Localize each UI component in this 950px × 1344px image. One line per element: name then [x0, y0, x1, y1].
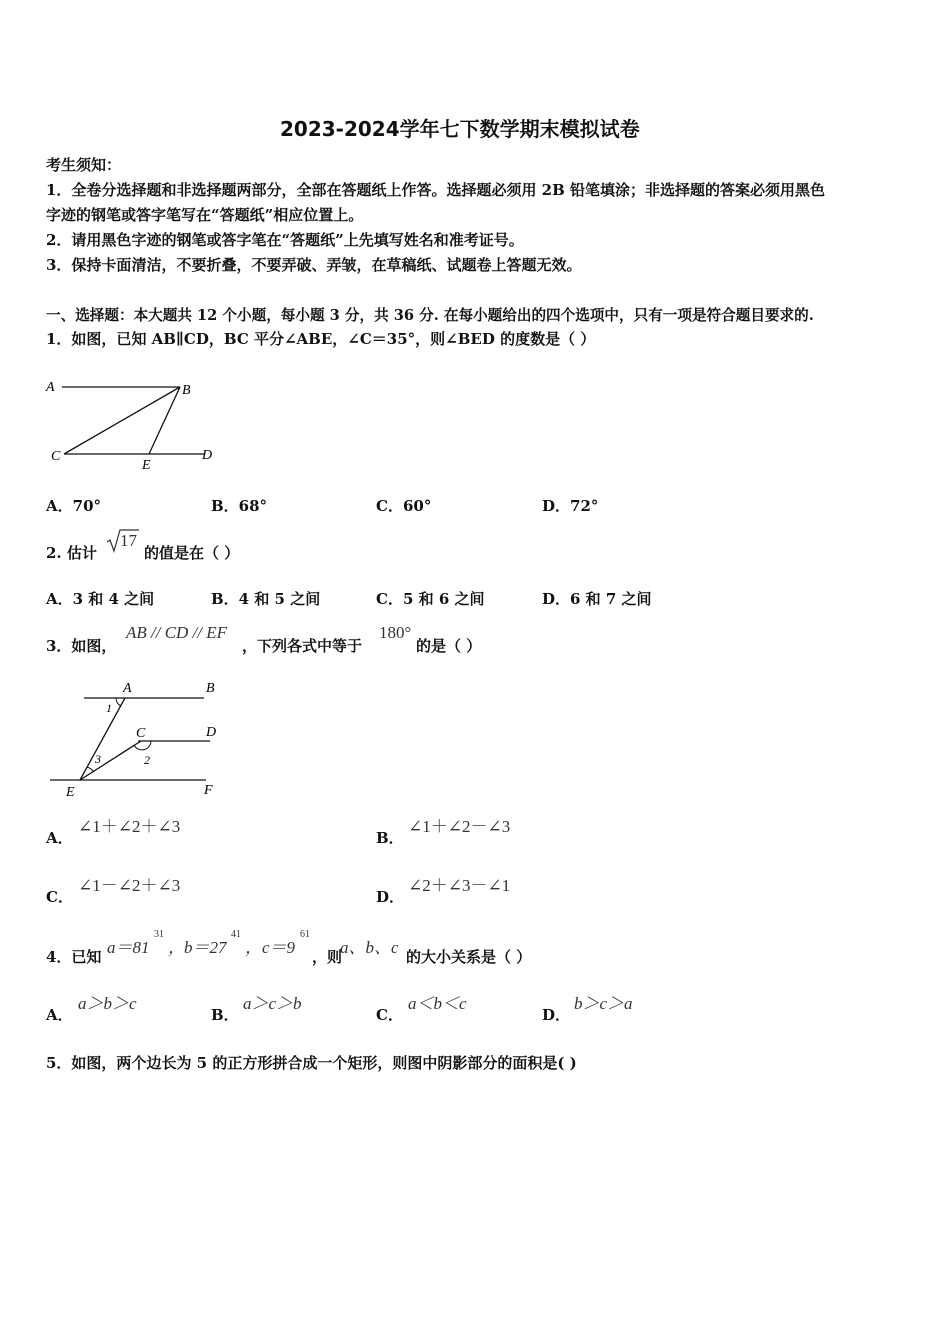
q2-prefix: 2. 估计: [46, 544, 97, 562]
q4-sep-2: ，: [245, 938, 262, 957]
notice-line-2: 2．请用黑色字迹的钢笔或答字笔在“答题纸”上先填写姓名和准考证号。: [46, 231, 524, 249]
label-d: D: [202, 448, 213, 463]
q4-a-def: a＝81: [107, 938, 150, 957]
arc-1: [116, 698, 121, 706]
line-ce: [80, 741, 141, 780]
q3-middle: ，下列各式中等于: [242, 637, 363, 655]
q4-option-c-expr: a＜b＜c: [408, 994, 467, 1013]
q3-option-a-letter[interactable]: A．: [46, 829, 73, 847]
label-b: B: [182, 383, 191, 398]
q1-option-b[interactable]: B．68°: [211, 497, 268, 515]
q3-option-b-letter[interactable]: B．: [376, 829, 404, 847]
q4-option-d-expr: b＞c＞a: [574, 994, 633, 1013]
q4-option-c-letter[interactable]: C．: [376, 1006, 403, 1024]
q3-figure: [44, 676, 234, 800]
q1-figure: [44, 375, 234, 475]
label-f: F: [204, 783, 213, 798]
q4-prefix: 4．已知: [46, 948, 102, 966]
line-ae: [80, 698, 125, 780]
section-heading: 一、选择题：本大题共 12 个小题，每小题 3 分，共 36 分. 在每小题给出的四个选项中，只有一项是符合题目要求的.: [46, 307, 814, 324]
q3-option-a-expr: ∠1＋∠2＋∠3: [78, 817, 181, 836]
q3-option-d-expr: ∠2＋∠3－∠1: [408, 876, 511, 895]
q4-option-b-letter[interactable]: B．: [211, 1006, 239, 1024]
q1-option-c[interactable]: C．60°: [376, 497, 432, 515]
q2-radicand: 17: [120, 531, 137, 550]
q1-option-a[interactable]: A．70°: [46, 497, 102, 515]
angle-1-label: 1: [106, 701, 112, 715]
q4-option-d-letter[interactable]: D．: [542, 1006, 571, 1024]
q4-then: ，则: [312, 948, 343, 966]
q4-vars: a、b、c: [340, 938, 399, 957]
label-a: A: [123, 681, 132, 696]
page-title: 2023-2024学年七下数学期末模拟试卷: [280, 117, 640, 141]
q4-b-exp: 41: [231, 929, 241, 940]
q3-option-b-expr: ∠1＋∠2－∠3: [408, 817, 511, 836]
q2-suffix: 的值是在（ ）: [144, 544, 240, 562]
notice-line-3: 3．保持卡面清洁，不要折叠，不要弄破、弄皱，在草稿纸、试题卷上答题无效。: [46, 256, 582, 274]
q3-option-c-letter[interactable]: C．: [46, 888, 73, 906]
q5-stem: 5．如图，两个边长为 5 的正方形拼合成一个矩形，则图中阴影部分的面积是( ): [46, 1054, 577, 1072]
q2-option-a[interactable]: A．3 和 4 之间: [46, 590, 155, 608]
q4-a-exp: 31: [154, 929, 164, 940]
label-d: D: [206, 725, 217, 740]
q3-suffix: 的是（ ）: [416, 637, 482, 655]
notice-line-1a: 1．全卷分选择题和非选择题两部分，全部在答题纸上作答。选择题必须用 2B 铅笔填涂；非选择题的答案必须用黑色: [46, 181, 826, 199]
q3-option-d-letter[interactable]: D．: [376, 888, 405, 906]
label-e: E: [142, 458, 151, 473]
q2-option-c[interactable]: C．5 和 6 之间: [376, 590, 485, 608]
q1-stem: 1．如图，已知 AB∥CD，BC 平分∠ABE，∠C＝35°，则∠BED 的度数是（ ）: [46, 330, 596, 348]
q3-condition: AB // CD // EF: [126, 623, 228, 642]
q4-option-a-expr: a＞b＞c: [78, 994, 137, 1013]
notice-heading: 考生须知：: [46, 156, 122, 174]
q4-c-def: c＝9: [262, 938, 296, 957]
q4-sep-1: ，: [168, 938, 185, 957]
label-e: E: [66, 785, 75, 800]
notice-line-1b: 字迹的钢笔或答字笔写在“答题纸”相应位置上。: [46, 206, 364, 224]
line-bc: [64, 387, 180, 454]
label-c: C: [51, 449, 61, 464]
label-a: A: [46, 380, 55, 395]
q3-value: 180°: [379, 623, 412, 642]
angle-3-label: 3: [95, 752, 101, 766]
q3-prefix: 3．如图，: [46, 637, 117, 655]
q3-option-c-expr: ∠1－∠2＋∠3: [78, 876, 181, 895]
angle-2-label: 2: [144, 753, 150, 767]
q4-option-b-expr: a＞c＞b: [243, 994, 302, 1013]
q4-suffix: 的大小关系是（ ）: [406, 948, 532, 966]
arc-2: [134, 741, 151, 750]
label-b: B: [206, 681, 215, 696]
q2-option-b[interactable]: B．4 和 5 之间: [211, 590, 321, 608]
line-be: [149, 387, 180, 454]
q4-b-def: b＝27: [184, 938, 227, 957]
q1-option-d[interactable]: D．72°: [542, 497, 599, 515]
label-c: C: [136, 726, 146, 741]
q4-option-a-letter[interactable]: A．: [46, 1006, 73, 1024]
q4-c-exp: 61: [300, 929, 310, 940]
q2-option-d[interactable]: D．6 和 7 之间: [542, 590, 652, 608]
arc-3: [87, 767, 94, 772]
